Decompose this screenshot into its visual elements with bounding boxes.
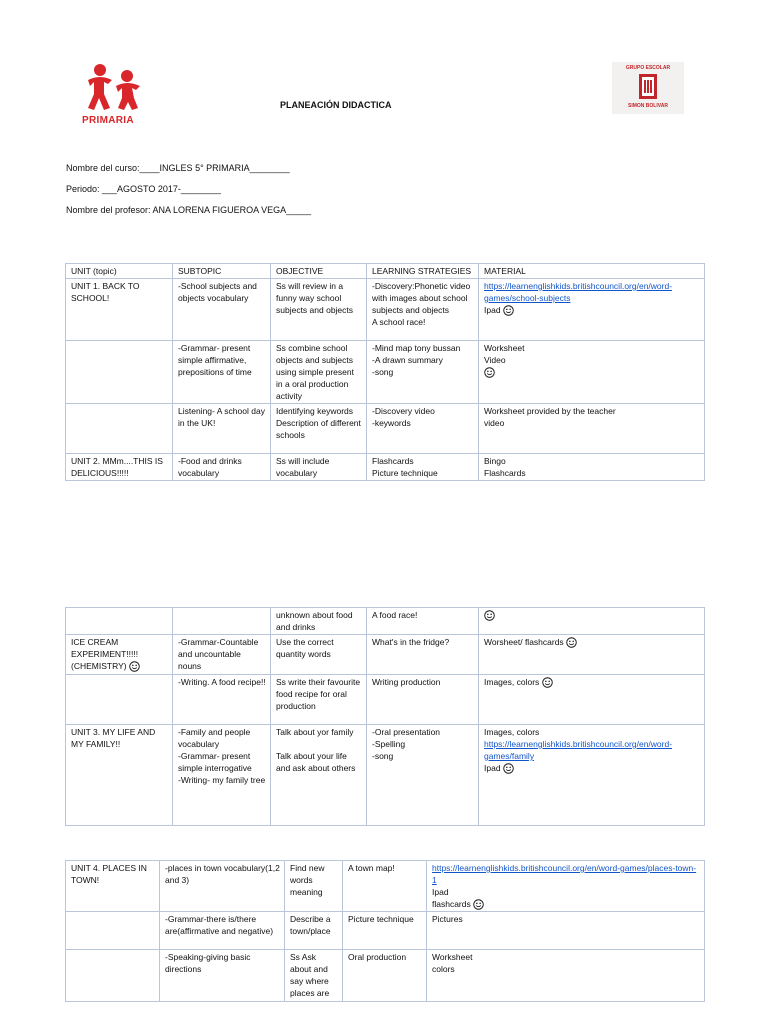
material-cell: Worksheet provided by the teacher video bbox=[479, 404, 705, 454]
unit-cell bbox=[66, 635, 173, 675]
unit-cell: UNIT 1. BACK TO SCHOOL! bbox=[66, 279, 173, 341]
unit-cell bbox=[66, 912, 160, 950]
subtopic-cell: Listening- A school day in the UK! bbox=[173, 404, 271, 454]
unit-cell: UNIT 2. MMm....THIS IS DELICIOUS!!!!! bbox=[66, 454, 173, 481]
strategies-cell: What's in the fridge? bbox=[367, 635, 479, 675]
period: Periodo: ___AGOSTO 2017-________ bbox=[66, 184, 221, 194]
material-cell: Pictures bbox=[427, 912, 705, 950]
school-emblem-icon bbox=[638, 73, 658, 100]
smiley-face-icon bbox=[566, 637, 577, 648]
header-subtopic: SUBTOPIC bbox=[173, 264, 271, 279]
table-row bbox=[66, 912, 705, 950]
unit-cell bbox=[66, 608, 173, 635]
subtopic-cell bbox=[173, 608, 271, 635]
plan-table-2 bbox=[65, 607, 705, 826]
material-cell bbox=[479, 279, 705, 341]
table-row bbox=[66, 950, 705, 1002]
unit-cell bbox=[66, 675, 173, 725]
material-link[interactable]: https://learnenglishkids.britishcouncil.org/en/word-games/school-subjects bbox=[484, 281, 673, 303]
material-text: Worsheet/ flashcards bbox=[484, 637, 564, 647]
table-row bbox=[66, 454, 705, 481]
objective-cell: unknown about food and drinks bbox=[271, 608, 367, 635]
school-logo bbox=[612, 62, 684, 114]
smiley-face-icon bbox=[484, 610, 495, 621]
objective-cell: Ss will include vocabulary bbox=[271, 454, 367, 481]
strategies-cell: Picture technique bbox=[343, 912, 427, 950]
material-text: Images, colors bbox=[484, 677, 540, 687]
objective-cell: Identifying keywords Description of different schools bbox=[271, 404, 367, 454]
objective-cell: Ss combine school objects and subjects using simple present in a oral production activity bbox=[271, 341, 367, 404]
table-header-row bbox=[66, 264, 705, 279]
school-logo-bottom-text: SIMON BOLIVAR bbox=[628, 103, 668, 109]
unit-cell bbox=[66, 341, 173, 404]
unit-cell bbox=[66, 950, 160, 1002]
table-row bbox=[66, 279, 705, 341]
objective-cell: Find new words meaning bbox=[285, 861, 343, 912]
subtopic-cell: -Grammar-Countable and uncountable nouns bbox=[173, 635, 271, 675]
strategies-cell: Oral production bbox=[343, 950, 427, 1002]
smiley-face-icon bbox=[503, 305, 514, 316]
school-logo-top-text: GRUPO ESCOLAR bbox=[625, 65, 671, 71]
material-link[interactable]: https://learnenglishkids.britishcouncil.org/en/word-games/places-town-1 bbox=[432, 863, 697, 885]
subtopic-cell: -Food and drinks vocabulary bbox=[173, 454, 271, 481]
material-cell bbox=[479, 635, 705, 675]
primaria-logo-text: PRIMARIA bbox=[82, 115, 134, 126]
primaria-logo bbox=[78, 62, 152, 130]
strategies-cell: A food race! bbox=[367, 608, 479, 635]
subtopic-cell: -School subjects and objects vocabulary bbox=[173, 279, 271, 341]
subtopic-cell: -Writing. A food recipe!! bbox=[173, 675, 271, 725]
objective-cell: Ss Ask about and say where places are bbox=[285, 950, 343, 1002]
kids-logo-icon bbox=[84, 62, 144, 112]
material-cell: Bingo Flashcards bbox=[479, 454, 705, 481]
subtopic-cell: -Grammar-there is/there are(affirmative and negative) bbox=[160, 912, 285, 950]
unit-cell: UNIT 4. PLACES IN TOWN! bbox=[66, 861, 160, 912]
table-row bbox=[66, 608, 705, 635]
material-text: Ipad bbox=[484, 305, 501, 315]
material-text: Ipad flashcards bbox=[432, 887, 471, 909]
unit-cell bbox=[66, 404, 173, 454]
material-cell bbox=[479, 675, 705, 725]
material-link[interactable]: https://learnenglishkids.britishcouncil.org/en/word-games/family bbox=[484, 739, 673, 761]
plan-table-3 bbox=[65, 860, 705, 1002]
header-strategies: LEARNING STRATEGIES bbox=[367, 264, 479, 279]
smiley-face-icon bbox=[484, 367, 495, 378]
objective-cell: Ss will review in a funny way school subjects and objects bbox=[271, 279, 367, 341]
material-cell bbox=[479, 725, 705, 826]
strategies-cell: -Mind map tony bussan -A drawn summary -song bbox=[367, 341, 479, 404]
objective-cell: Talk about yor family Talk about your life and ask about others bbox=[271, 725, 367, 826]
table-row bbox=[66, 635, 705, 675]
table-row bbox=[66, 861, 705, 912]
header-objective: OBJECTIVE bbox=[271, 264, 367, 279]
strategies-cell: Flashcards Picture technique bbox=[367, 454, 479, 481]
subtopic-cell: -Grammar- present simple affirmative, prepositions of time bbox=[173, 341, 271, 404]
smiley-face-icon bbox=[473, 899, 484, 910]
strategies-cell: Writing production bbox=[367, 675, 479, 725]
material-cell bbox=[479, 341, 705, 404]
smiley-face-icon bbox=[503, 763, 514, 774]
objective-cell: Use the correct quantity words bbox=[271, 635, 367, 675]
table-row bbox=[66, 404, 705, 454]
smiley-face-icon bbox=[129, 661, 140, 672]
objective-cell: Ss write their favourite food recipe for oral production bbox=[271, 675, 367, 725]
table-row bbox=[66, 341, 705, 404]
material-text: Worksheet Video bbox=[484, 343, 525, 365]
smiley-face-icon bbox=[542, 677, 553, 688]
strategies-cell: -Discovery video -keywords bbox=[367, 404, 479, 454]
material-text: Images, colors bbox=[484, 727, 540, 737]
header-material: MATERIAL bbox=[479, 264, 705, 279]
unit-cell: UNIT 3. MY LIFE AND MY FAMILY!! bbox=[66, 725, 173, 826]
course-name: Nombre del curso:____INGLES 5° PRIMARIA________ bbox=[66, 163, 290, 173]
material-cell bbox=[479, 608, 705, 635]
plan-table-1 bbox=[65, 263, 705, 481]
subtopic-cell: -Speaking-giving basic directions bbox=[160, 950, 285, 1002]
material-text-after: Ipad bbox=[484, 763, 501, 773]
material-cell bbox=[427, 861, 705, 912]
table-row bbox=[66, 725, 705, 826]
subtopic-cell: -Family and people vocabulary -Grammar- present simple interrogative -Writing- my family tree bbox=[173, 725, 271, 826]
objective-cell: Describe a town/place bbox=[285, 912, 343, 950]
teacher-name: Nombre del profesor: ANA LORENA FIGUEROA VEGA_____ bbox=[66, 205, 312, 215]
header-unit: UNIT (topic) bbox=[66, 264, 173, 279]
strategies-cell: -Discovery:Phonetic video with images about school subjects and objects A school race! bbox=[367, 279, 479, 341]
strategies-cell: -Oral presentation -Spelling -song bbox=[367, 725, 479, 826]
unit-text: ICE CREAM EXPERIMENT!!!!! (CHEMISTRY) bbox=[71, 637, 139, 671]
strategies-cell: A town map! bbox=[343, 861, 427, 912]
material-cell: Worksheet colors bbox=[427, 950, 705, 1002]
subtopic-cell: -places in town vocabulary(1,2 and 3) bbox=[160, 861, 285, 912]
page-title: PLANEACIÓN DIDACTICA bbox=[280, 100, 392, 110]
table-row bbox=[66, 675, 705, 725]
